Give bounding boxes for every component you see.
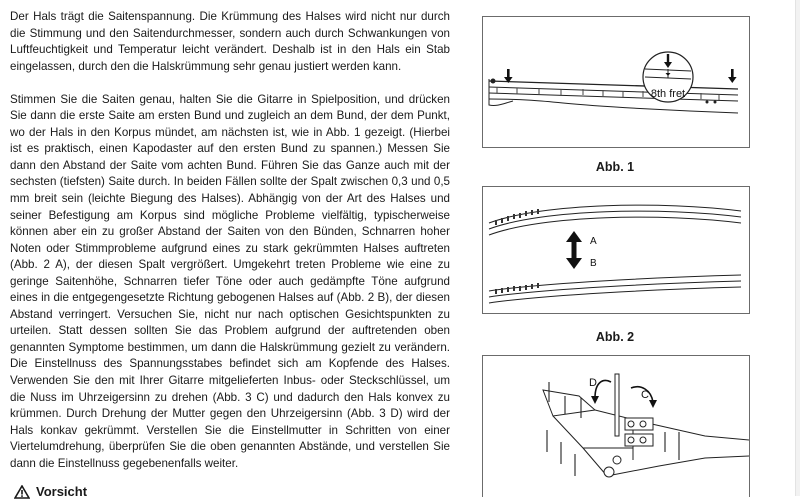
figure-3-label-c: C [641,389,649,401]
warning-triangle-icon [14,485,30,502]
figure-1-neck-measurement [483,17,749,147]
figure-1-fret-label: 8th fret [650,88,686,100]
caution-heading [14,484,87,502]
figure-2-caption: Abb. 2 [595,330,635,344]
figure-2-label-a: A [590,236,597,247]
figure-2-label-b: B [590,258,597,269]
figure-2-frame [482,186,750,314]
figure-3-frame [482,355,750,497]
figure-3-truss-rod-adjustment [483,356,749,497]
figure-2-neck-bow [483,187,749,313]
paragraph-intro: Der Hals trägt die Saitenspannung. Die Krümmung des Halses wird nicht nur durch die Stimmung und den Saitendurchmesser, sondern auch durch Schwankungen von Luftfeuchtigkeit und Temperatur leicht verändert. Deshalb ist in den Hals ein Stab eingelassen, durch den die Halskrümmung sehr genau justiert werden kann. [10,10,450,73]
figure-1-caption: Abb. 1 [595,160,635,174]
figure-1-frame [482,16,750,148]
paragraph-instructions: Stimmen Sie die Saiten genau, halten Sie die Gitarre in Spielposition, und drücken Sie dann die erste Saite am ersten Bund und zugleich an dem Bund, der dem Punkt, wo der Hals in den Korpus mündet, am nächsten ist, wie in Abb. 1 gezeigt. (Hierbei ist es praktisch, einen Kapodaster auf den ersten Bund zu spannen.) Messen Sie dann den Abstand der Saite vom achten Bund. Führen Sie das Ganze auch mit der sechsten (tiefsten) Saite durch. In beiden Fällen sollte der Spalt zwischen 0,3 und 0,5 mm breit sein (leichte Biegung des Halses). Abhängig von der Art des Halses und seiner Befestigung am Korpus sind mögliche Probleme vielfältig, typischerweise können aber ein zu großer Abstand der Saiten von den Bünden, Schnarren hoher Noten oder Stimmprobleme aufgrund eines zu stark gekrümmten Halses auftreten (Abb. 2 A), der diesen Spalt vergrößert. Umgekehrt treten Probleme wie eine zu geringe Saitenhöhe, Schnarren tiefer Töne oder auch gedämpfte Töne aufgrund eines in die entgegengesetzte Richtung gebogenen Halses auf (Abb. 2 B), der diesen Abstand verringert. Versuchen Sie, nicht nur nach optischen Gesichtspunkten zu urteilen. Statt dessen sollten Sie das Problem aufgrund der auftretenden oben genannten Symptome bestimmen, um dann die Halskrümmung gezielt zu verändern. Die Einstellnuss des Spannungsstabes befindet sich am Kopfende des Halses. Verwenden Sie den mit Ihrer Gitarre mitgelieferten Inbus- oder Steckschlüssel, um die Nuss im Uhrzeigersinn zu drehen (Abb. 3 C) und dadurch den Hals konvex zu krümmen. Durch Drehung der Mutter gegen den Uhrzeigersinn (Abb. 3 D) wird der Hals konkav gekrümmt. Verstellen Sie die Einstellmutter in Schritten von einer Viertelumdrehung, überprüfen Sie die oben genannten Abstände, und verstellen Sie dann die Einstellnuss gegebenenfalls weiter. [10,92,450,470]
figure-3-label-d: D [589,377,597,389]
caution-heading-text: Vorsicht [36,484,88,499]
body-text-column [10,9,450,472]
viewer-right-edge [795,0,800,496]
